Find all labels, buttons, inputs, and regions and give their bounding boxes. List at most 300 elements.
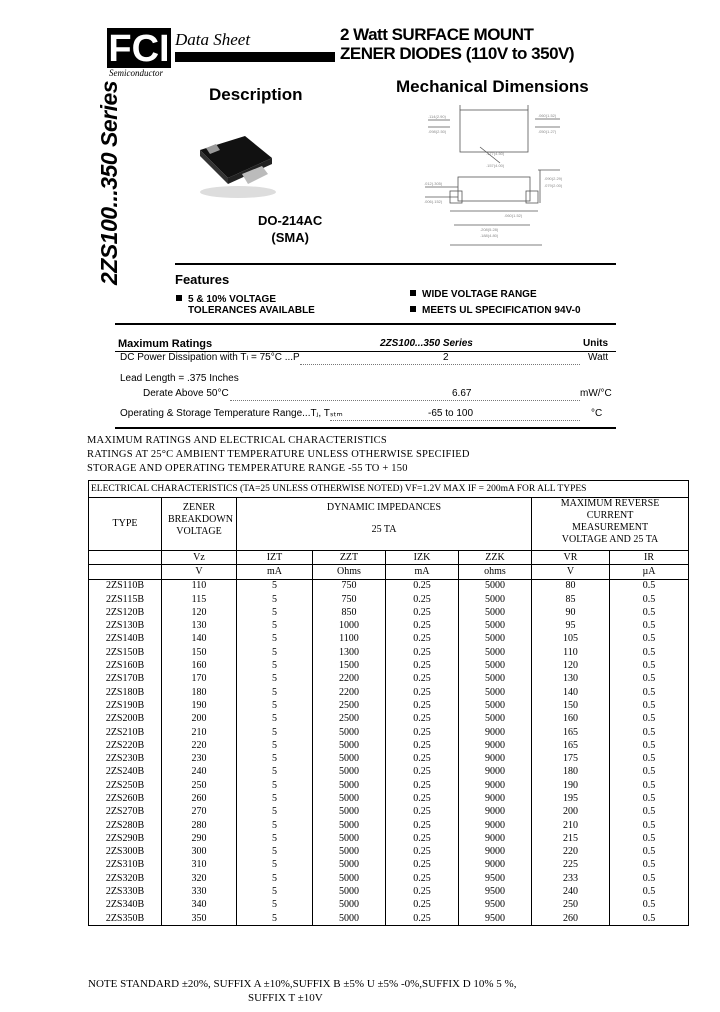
table-cell: 2ZS320B bbox=[89, 872, 162, 885]
table-cell: 2200 bbox=[313, 673, 386, 686]
table-cell: 5 bbox=[237, 633, 313, 646]
unit-cell: mA bbox=[237, 565, 313, 579]
note bbox=[88, 977, 516, 1005]
table-row bbox=[89, 593, 689, 606]
feature-tolerance bbox=[176, 294, 315, 316]
feature-ul-text: MEETS UL SPECIFICATION 94V-0 bbox=[422, 305, 581, 316]
table-title: ELECTRICAL CHARACTERISTICS (TA=25 UNLESS OTHERWISE NOTED) VF=1.2V MAX IF = 200mA FOR ALL TYPES bbox=[89, 481, 689, 498]
table-cell: 5 bbox=[237, 673, 313, 686]
table-cell: 250 bbox=[532, 899, 610, 912]
table-row bbox=[89, 739, 689, 752]
table-cell: 120 bbox=[162, 606, 237, 619]
table-cell: 2200 bbox=[313, 686, 386, 699]
table-cell: 140 bbox=[532, 686, 610, 699]
description-heading: Description bbox=[209, 85, 303, 104]
table-cell: 0.5 bbox=[610, 619, 689, 632]
conditions-line-3: STORAGE AND OPERATING TEMPERATURE RANGE -55 TO + 150 bbox=[87, 463, 408, 474]
table-cell: 5000 bbox=[313, 899, 386, 912]
table-header-row bbox=[89, 498, 689, 551]
table-cell: 5000 bbox=[313, 779, 386, 792]
table-cell: 5 bbox=[237, 779, 313, 792]
table-cell: 9500 bbox=[459, 912, 532, 926]
table-cell: 260 bbox=[162, 792, 237, 805]
table-cell: 2ZS230B bbox=[89, 752, 162, 765]
table-cell: 9000 bbox=[459, 752, 532, 765]
table-cell: 0.25 bbox=[386, 779, 459, 792]
table-cell: 5000 bbox=[313, 726, 386, 739]
title-line-1: 2 Watt SURFACE MOUNT bbox=[340, 25, 534, 44]
unit-cell: mA bbox=[386, 565, 459, 579]
table-cell: 5 bbox=[237, 593, 313, 606]
table-cell: 0.5 bbox=[610, 779, 689, 792]
table-cell: 330 bbox=[162, 885, 237, 898]
symbol-cell: Vz bbox=[162, 551, 237, 565]
table-cell: 5 bbox=[237, 846, 313, 859]
table-cell: 215 bbox=[532, 832, 610, 845]
table-row bbox=[89, 792, 689, 805]
table-cell: 9500 bbox=[459, 885, 532, 898]
table-cell: 5000 bbox=[313, 885, 386, 898]
rating-temp-unit: °C bbox=[591, 408, 603, 419]
col-zener: ZENER BREAKDOWN VOLTAGE bbox=[162, 498, 237, 551]
features-heading: Features bbox=[175, 272, 230, 287]
table-cell: 200 bbox=[162, 713, 237, 726]
svg-text:.060(1.52): .060(1.52) bbox=[504, 213, 523, 218]
col-reverse: MAXIMUM REVERSE CURRENT MEASUREMENT VOLTAGE AND 25 TA bbox=[532, 498, 689, 551]
col-type: TYPE bbox=[89, 498, 162, 551]
table-cell: 5000 bbox=[459, 646, 532, 659]
svg-text:.050(1.27): .050(1.27) bbox=[538, 129, 557, 134]
table-cell: 1300 bbox=[313, 646, 386, 659]
table-cell: 5 bbox=[237, 713, 313, 726]
svg-text:.079(2.00): .079(2.00) bbox=[544, 183, 563, 188]
table-cell: 2ZS300B bbox=[89, 846, 162, 859]
table-cell: 80 bbox=[532, 579, 610, 593]
table-cell: 5 bbox=[237, 686, 313, 699]
table-cell: 5 bbox=[237, 872, 313, 885]
table-cell: 0.5 bbox=[610, 673, 689, 686]
table-cell: 5000 bbox=[313, 806, 386, 819]
table-row bbox=[89, 766, 689, 779]
table-cell: 165 bbox=[532, 739, 610, 752]
table-cell: 0.25 bbox=[386, 619, 459, 632]
title-bar bbox=[175, 52, 335, 62]
table-row bbox=[89, 619, 689, 632]
table-cell: 9500 bbox=[459, 899, 532, 912]
table-cell: 0.5 bbox=[610, 646, 689, 659]
table-cell: 210 bbox=[532, 819, 610, 832]
table-cell: 5000 bbox=[459, 579, 532, 593]
table-cell: 0.25 bbox=[386, 606, 459, 619]
table-cell: 0.5 bbox=[610, 659, 689, 672]
table-cell: 9000 bbox=[459, 832, 532, 845]
table-cell: 0.5 bbox=[610, 899, 689, 912]
table-cell: 2ZS350B bbox=[89, 912, 162, 926]
table-cell: 2ZS160B bbox=[89, 659, 162, 672]
table-cell: 2ZS130B bbox=[89, 619, 162, 632]
table-cell: 0.5 bbox=[610, 832, 689, 845]
table-cell: 0.5 bbox=[610, 739, 689, 752]
package-name: DO-214AC bbox=[258, 213, 323, 228]
table-cell: 5 bbox=[237, 899, 313, 912]
table-cell: 225 bbox=[532, 859, 610, 872]
table-cell: 5000 bbox=[313, 912, 386, 926]
table-cell: 1500 bbox=[313, 659, 386, 672]
table-cell: 2ZS190B bbox=[89, 699, 162, 712]
table-cell: 9000 bbox=[459, 806, 532, 819]
mechanical-heading: Mechanical Dimensions bbox=[396, 77, 589, 96]
table-row bbox=[89, 806, 689, 819]
table-cell: 0.25 bbox=[386, 859, 459, 872]
table-cell: 0.25 bbox=[386, 686, 459, 699]
table-cell: 5000 bbox=[313, 792, 386, 805]
svg-text:.188(4.80): .188(4.80) bbox=[480, 233, 499, 238]
rating-derate-label: Derate Above 50°C bbox=[143, 388, 229, 399]
unit-cell: V bbox=[532, 565, 610, 579]
table-title-row bbox=[89, 481, 689, 498]
table-body bbox=[89, 579, 689, 926]
table-cell: 0.25 bbox=[386, 912, 459, 926]
table-cell: 5000 bbox=[459, 633, 532, 646]
table-cell: 350 bbox=[162, 912, 237, 926]
table-row bbox=[89, 832, 689, 845]
bullet-icon bbox=[176, 295, 182, 301]
table-row bbox=[89, 673, 689, 686]
table-cell: 0.25 bbox=[386, 899, 459, 912]
table-row bbox=[89, 713, 689, 726]
document-title bbox=[340, 25, 574, 63]
table-cell: 2ZS170B bbox=[89, 673, 162, 686]
table-cell: 0.25 bbox=[386, 766, 459, 779]
table-cell: 1100 bbox=[313, 633, 386, 646]
leader-dots bbox=[300, 364, 580, 365]
table-cell: 9000 bbox=[459, 859, 532, 872]
table-cell: 5 bbox=[237, 579, 313, 593]
max-ratings-units-heading: Units bbox=[583, 338, 608, 349]
table-cell: 0.5 bbox=[610, 766, 689, 779]
table-cell: 260 bbox=[532, 912, 610, 926]
table-cell: 2ZS290B bbox=[89, 832, 162, 845]
bullet-icon bbox=[410, 290, 416, 296]
table-row bbox=[89, 846, 689, 859]
table-cell: 0.5 bbox=[610, 792, 689, 805]
note-line-2: SUFFIX T ±10V bbox=[248, 992, 323, 1004]
symbol-cell: IZT bbox=[237, 551, 313, 565]
table-cell: 2ZS340B bbox=[89, 899, 162, 912]
table-cell: 850 bbox=[313, 606, 386, 619]
table-cell: 9000 bbox=[459, 739, 532, 752]
col-dynamic-label: DYNAMIC IMPEDANCES bbox=[326, 502, 442, 513]
table-cell: 5000 bbox=[459, 606, 532, 619]
table-cell: 2500 bbox=[313, 699, 386, 712]
table-cell: 5000 bbox=[313, 872, 386, 885]
table-cell: 165 bbox=[532, 726, 610, 739]
table-cell: 270 bbox=[162, 806, 237, 819]
table-cell: 150 bbox=[532, 699, 610, 712]
table-cell: 5 bbox=[237, 885, 313, 898]
table-cell: 2ZS280B bbox=[89, 819, 162, 832]
table-cell: 5 bbox=[237, 726, 313, 739]
table-cell: 2ZS210B bbox=[89, 726, 162, 739]
rating-dc-power-label: DC Power Dissipation with Tₗ = 75°C ...P bbox=[120, 352, 300, 363]
symbol-cell: IZK bbox=[386, 551, 459, 565]
table-cell: 290 bbox=[162, 832, 237, 845]
svg-text:.157(4.00): .157(4.00) bbox=[486, 163, 505, 168]
table-row bbox=[89, 872, 689, 885]
feature-voltage-range-text: WIDE VOLTAGE RANGE bbox=[422, 289, 537, 300]
table-cell: 0.5 bbox=[610, 686, 689, 699]
series-vertical-label: 2ZS100...350 Series bbox=[96, 80, 122, 285]
table-cell: 2ZS180B bbox=[89, 686, 162, 699]
table-cell: 5000 bbox=[313, 766, 386, 779]
col-dynamic-sub: 25 TA bbox=[371, 524, 397, 535]
table-row bbox=[89, 885, 689, 898]
mechanical-drawing bbox=[420, 105, 580, 255]
table-cell: 250 bbox=[162, 779, 237, 792]
table-cell: 2ZS270B bbox=[89, 806, 162, 819]
table-cell: 5000 bbox=[459, 673, 532, 686]
table-cell: 280 bbox=[162, 819, 237, 832]
feature-ul bbox=[410, 305, 581, 316]
table-cell: 2ZS330B bbox=[89, 885, 162, 898]
table-cell: 0.25 bbox=[386, 872, 459, 885]
electrical-characteristics-table bbox=[88, 480, 689, 926]
section-divider bbox=[175, 263, 616, 265]
table-cell: 2ZS310B bbox=[89, 859, 162, 872]
datasheet-label: Data Sheet bbox=[175, 30, 251, 49]
table-cell: 240 bbox=[532, 885, 610, 898]
table-cell: 110 bbox=[532, 646, 610, 659]
table-cell: 240 bbox=[162, 766, 237, 779]
table-cell: 2ZS115B bbox=[89, 593, 162, 606]
table-cell: 9000 bbox=[459, 726, 532, 739]
table-cell: 5000 bbox=[313, 752, 386, 765]
table-cell: 230 bbox=[162, 752, 237, 765]
leader-dots bbox=[230, 400, 580, 401]
symbol-cell: ZZK bbox=[459, 551, 532, 565]
table-cell: 180 bbox=[532, 766, 610, 779]
conditions-line-1: MAXIMUM RATINGS AND ELECTRICAL CHARACTERISTICS bbox=[87, 435, 387, 446]
table-cell: 750 bbox=[313, 579, 386, 593]
unit-cell: ohms bbox=[459, 565, 532, 579]
table-cell: 5 bbox=[237, 752, 313, 765]
table-units-row bbox=[89, 565, 689, 579]
table-row bbox=[89, 633, 689, 646]
table-cell: 2ZS140B bbox=[89, 633, 162, 646]
rating-derate-unit: mW/°C bbox=[580, 388, 612, 399]
rating-lead-length-label: Lead Length = .375 Inches bbox=[120, 373, 239, 384]
table-cell: 0.5 bbox=[610, 885, 689, 898]
table-row bbox=[89, 726, 689, 739]
rating-dc-power-value: 2 bbox=[443, 352, 449, 363]
table-cell: 300 bbox=[162, 846, 237, 859]
table-cell: 0.25 bbox=[386, 633, 459, 646]
table-cell: 1000 bbox=[313, 619, 386, 632]
table-row bbox=[89, 819, 689, 832]
table-cell: 90 bbox=[532, 606, 610, 619]
bullet-icon bbox=[410, 306, 416, 312]
table-cell: 140 bbox=[162, 633, 237, 646]
table-cell: 0.25 bbox=[386, 739, 459, 752]
table-cell: 0.5 bbox=[610, 912, 689, 926]
table-row bbox=[89, 659, 689, 672]
table-cell: 9000 bbox=[459, 766, 532, 779]
logo-text: FCI bbox=[108, 28, 170, 68]
package-label bbox=[258, 212, 322, 246]
table-cell: 5000 bbox=[313, 819, 386, 832]
table-row bbox=[89, 912, 689, 926]
svg-text:.012(.305): .012(.305) bbox=[424, 181, 443, 186]
table-cell: 5000 bbox=[459, 699, 532, 712]
table-row bbox=[89, 686, 689, 699]
table-row bbox=[89, 859, 689, 872]
table-cell: 0.25 bbox=[386, 699, 459, 712]
table-cell: 5 bbox=[237, 766, 313, 779]
table-cell: 0.25 bbox=[386, 806, 459, 819]
table-cell: 0.25 bbox=[386, 593, 459, 606]
ratings-divider-top bbox=[115, 323, 616, 325]
table-cell: 0.25 bbox=[386, 659, 459, 672]
table-cell: 5 bbox=[237, 606, 313, 619]
feature-tolerance-line2: TOLERANCES AVAILABLE bbox=[188, 305, 315, 316]
table-cell: 2500 bbox=[313, 713, 386, 726]
table-cell: 0.25 bbox=[386, 752, 459, 765]
table-cell: 5 bbox=[237, 832, 313, 845]
table-cell: 0.25 bbox=[386, 713, 459, 726]
table-cell: 210 bbox=[162, 726, 237, 739]
table-cell: 5000 bbox=[459, 593, 532, 606]
table-cell: 110 bbox=[162, 579, 237, 593]
table-cell: 2ZS150B bbox=[89, 646, 162, 659]
svg-text:.006(.152): .006(.152) bbox=[424, 199, 443, 204]
logo-subtitle: Semiconductor bbox=[109, 68, 163, 78]
table-cell: 2ZS250B bbox=[89, 779, 162, 792]
table-cell: 0.25 bbox=[386, 846, 459, 859]
title-line-2: ZENER DIODES (110V to 350V) bbox=[340, 44, 575, 63]
table-cell: 9000 bbox=[459, 819, 532, 832]
table-cell: 160 bbox=[162, 659, 237, 672]
table-row bbox=[89, 899, 689, 912]
note-line-1: NOTE STANDARD ±20%, SUFFIX A ±10%,SUFFIX B ±5% U ±5% -0%,SUFFIX D 10% 5 %, bbox=[88, 978, 517, 990]
table-cell: 5 bbox=[237, 859, 313, 872]
table-cell: 0.5 bbox=[610, 633, 689, 646]
table-cell: 9000 bbox=[459, 792, 532, 805]
table-cell: 5000 bbox=[459, 686, 532, 699]
table-cell: 0.5 bbox=[610, 846, 689, 859]
table-cell: 200 bbox=[532, 806, 610, 819]
table-cell: 195 bbox=[532, 792, 610, 805]
table-cell: 5 bbox=[237, 739, 313, 752]
table-cell: 85 bbox=[532, 593, 610, 606]
table-cell: 2ZS260B bbox=[89, 792, 162, 805]
max-ratings-series: 2ZS100...350 Series bbox=[380, 338, 473, 349]
table-cell: 0.5 bbox=[610, 593, 689, 606]
table-cell: 0.5 bbox=[610, 752, 689, 765]
table-cell: 0.25 bbox=[386, 792, 459, 805]
table-cell: 120 bbox=[532, 659, 610, 672]
table-cell: 115 bbox=[162, 593, 237, 606]
fci-logo bbox=[107, 28, 171, 68]
unit-cell bbox=[89, 565, 162, 579]
svg-text:.090(2.29): .090(2.29) bbox=[544, 176, 563, 181]
table-cell: 5 bbox=[237, 619, 313, 632]
svg-text:.098(2.50): .098(2.50) bbox=[428, 129, 447, 134]
table-cell: 2ZS240B bbox=[89, 766, 162, 779]
table-cell: 0.5 bbox=[610, 859, 689, 872]
table-cell: 2ZS120B bbox=[89, 606, 162, 619]
rating-derate-value: 6.67 bbox=[452, 388, 472, 399]
table-symbol-row bbox=[89, 551, 689, 565]
table-cell: 233 bbox=[532, 872, 610, 885]
table-cell: 5 bbox=[237, 912, 313, 926]
unit-cell: µA bbox=[610, 565, 689, 579]
table-cell: 0.25 bbox=[386, 832, 459, 845]
table-cell: 0.5 bbox=[610, 699, 689, 712]
package-image bbox=[190, 128, 280, 200]
svg-text:.208(5.28): .208(5.28) bbox=[480, 227, 499, 232]
table-cell: 5 bbox=[237, 806, 313, 819]
table-cell: 190 bbox=[162, 699, 237, 712]
table-cell: 9000 bbox=[459, 846, 532, 859]
table-row bbox=[89, 606, 689, 619]
table-cell: 220 bbox=[162, 739, 237, 752]
table-cell: 310 bbox=[162, 859, 237, 872]
table-cell: 0.5 bbox=[610, 713, 689, 726]
table-row bbox=[89, 779, 689, 792]
table-cell: 0.5 bbox=[610, 726, 689, 739]
table-cell: 5000 bbox=[313, 832, 386, 845]
table-cell: 0.25 bbox=[386, 646, 459, 659]
table-cell: 0.5 bbox=[610, 872, 689, 885]
svg-text:.060(1.52): .060(1.52) bbox=[538, 113, 557, 118]
conditions-line-2: RATINGS AT 25°C AMBIENT TEMPERATURE UNLESS OTHERWISE SPECIFIED bbox=[87, 449, 470, 460]
symbol-cell: ZZT bbox=[313, 551, 386, 565]
rating-dc-power-unit: Watt bbox=[588, 352, 609, 363]
feature-voltage-range bbox=[410, 289, 537, 300]
feature-tolerance-line1: 5 & 10% VOLTAGE bbox=[188, 294, 276, 305]
table-cell: 0.25 bbox=[386, 819, 459, 832]
table-cell: 5000 bbox=[459, 619, 532, 632]
ratings-divider-bottom bbox=[115, 427, 616, 429]
table-cell: 130 bbox=[162, 619, 237, 632]
table-cell: 130 bbox=[532, 673, 610, 686]
table-row bbox=[89, 579, 689, 593]
table-cell: 175 bbox=[532, 752, 610, 765]
rating-temp-label: Operating & Storage Temperature Range...Tⱼ, Tₛₜₘ bbox=[120, 408, 343, 419]
table-cell: 340 bbox=[162, 899, 237, 912]
table-cell: 5 bbox=[237, 792, 313, 805]
table-cell: 190 bbox=[532, 779, 610, 792]
col-dynamic bbox=[237, 498, 532, 551]
table-cell: 750 bbox=[313, 593, 386, 606]
table-cell: 220 bbox=[532, 846, 610, 859]
table-cell: 5000 bbox=[459, 713, 532, 726]
table-cell: 9000 bbox=[459, 779, 532, 792]
table-cell: 5 bbox=[237, 646, 313, 659]
table-cell: 160 bbox=[532, 713, 610, 726]
table-cell: 0.25 bbox=[386, 579, 459, 593]
table-cell: 95 bbox=[532, 619, 610, 632]
table-cell: 2ZS110B bbox=[89, 579, 162, 593]
table-cell: 180 bbox=[162, 686, 237, 699]
table-row bbox=[89, 699, 689, 712]
symbol-cell: VR bbox=[532, 551, 610, 565]
table-cell: 0.5 bbox=[610, 819, 689, 832]
table-cell: 150 bbox=[162, 646, 237, 659]
table-cell: 2ZS220B bbox=[89, 739, 162, 752]
table-cell: 170 bbox=[162, 673, 237, 686]
package-code: (SMA) bbox=[271, 230, 309, 245]
